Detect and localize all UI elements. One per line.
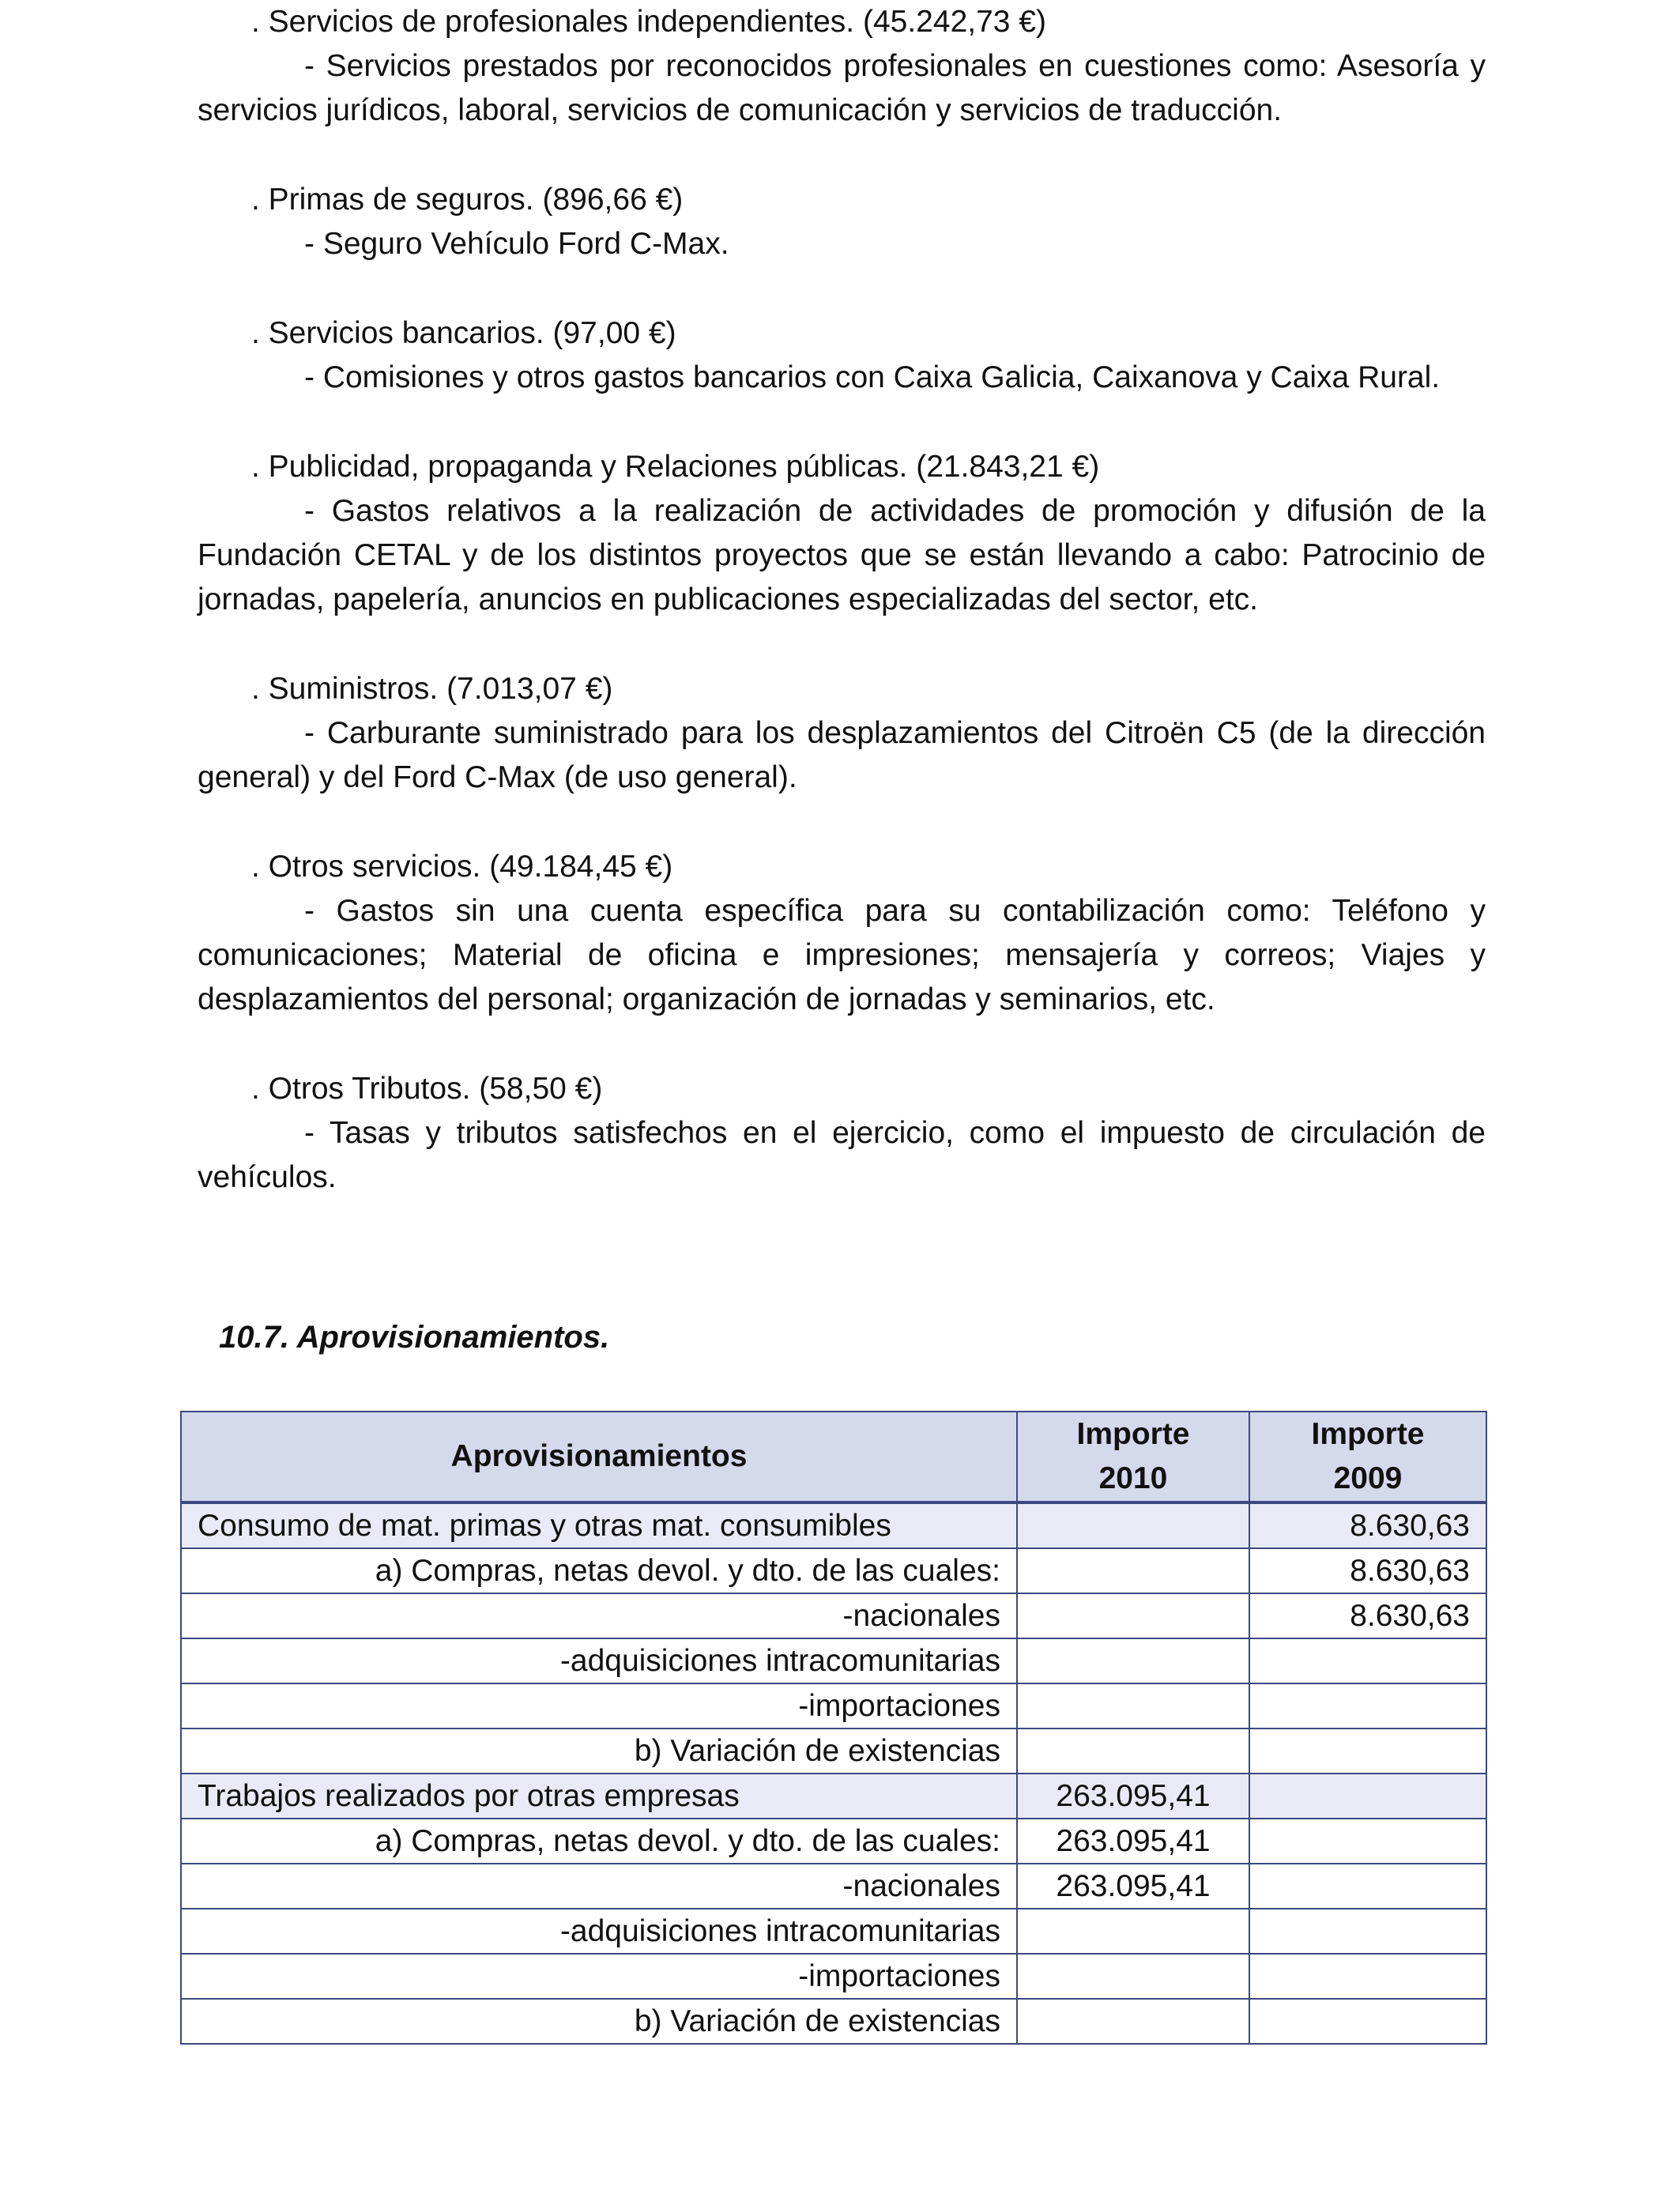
- cell-2010: [1017, 1728, 1249, 1774]
- item-insurance: [198, 178, 1486, 266]
- item-title: . Servicios bancarios. (97,00 €): [251, 316, 676, 350]
- item-description: - Gastos sin una cuenta específica para su contabilización como: Teléfono y comunicaciones; Material de oficina e impresiones; mensajería y correos; Viajes y desplazamientos del personal; organización de jornadas y seminarios, etc.: [198, 894, 1486, 1016]
- header-amount-label: Importe: [1076, 1417, 1190, 1451]
- table-row: [181, 1774, 1486, 1819]
- table-row: [181, 1864, 1486, 1909]
- item-title: . Publicidad, propaganda y Relaciones públicas. (21.843,21 €): [251, 450, 1100, 484]
- item-title: . Primas de seguros. (896,66 €): [251, 183, 684, 217]
- item-description: - Tasas y tributos satisfechos en el ejercicio, como el impuesto de circulación de vehículos.: [198, 1116, 1486, 1194]
- cell-2009: [1249, 1728, 1486, 1774]
- cell-2009: [1249, 1864, 1486, 1909]
- item-supplies: [198, 667, 1486, 800]
- row-label: -adquisiciones intracomunitarias: [181, 1909, 1017, 1954]
- table-row: [181, 1909, 1486, 1954]
- header-year: 2010: [1098, 1461, 1168, 1495]
- item-description: - Carburante suministrado para los desplazamientos del Citroën C5 (de la dirección general) y del Ford C-Max (de uso general).: [198, 716, 1486, 794]
- section-title: 10.7. Aprovisionamientos.: [219, 1320, 610, 1355]
- item-description: - Comisiones y otros gastos bancarios con Caixa Galicia, Caixanova y Caixa Rural.: [304, 360, 1441, 394]
- cell-2010: [1017, 1909, 1249, 1954]
- header-amount-2009: [1249, 1412, 1486, 1502]
- cell-2010: [1017, 1638, 1249, 1683]
- item-other-taxes: [198, 1067, 1486, 1200]
- cell-2010: [1017, 1548, 1249, 1593]
- table-row: [181, 1502, 1486, 1548]
- table-row: [181, 1593, 1486, 1638]
- cell-2010: 263.095,41: [1017, 1774, 1249, 1819]
- row-label: -importaciones: [181, 1954, 1017, 1999]
- cell-2010: [1017, 1683, 1249, 1728]
- cell-2009: [1249, 1683, 1486, 1728]
- cell-2009: [1249, 1999, 1486, 2044]
- cell-2010: [1017, 1999, 1249, 2044]
- expense-notes: [198, 0, 1486, 1200]
- item-description: - Servicios prestados por reconocidos profesionales en cuestiones como: Asesoría y servicios jurídicos, laboral, servicios de comunicación y servicios de traducción.: [198, 49, 1486, 127]
- cell-2009: [1249, 1819, 1486, 1864]
- cell-2010: [1017, 1502, 1249, 1548]
- cell-2009: [1249, 1954, 1486, 1999]
- row-label: b) Variación de existencias: [181, 1999, 1017, 2044]
- row-label: -nacionales: [181, 1593, 1017, 1638]
- cell-2009: 8.630,63: [1249, 1548, 1486, 1593]
- row-label: a) Compras, netas devol. y dto. de las cuales:: [181, 1819, 1017, 1864]
- cell-2010: [1017, 1593, 1249, 1638]
- item-description: - Gastos relativos a la realización de actividades de promoción y difusión de la Fundación CETAL y de los distintos proyectos que se están llevando a cabo: Patrocinio de jornadas, papelería, anuncios en publicaciones especializadas del sector, etc.: [198, 494, 1486, 616]
- table-header-row: [181, 1412, 1486, 1502]
- row-label: Consumo de mat. primas y otras mat. consumibles: [181, 1502, 1017, 1548]
- item-banking: [198, 311, 1486, 400]
- cell-2010: [1017, 1954, 1249, 1999]
- row-label: a) Compras, netas devol. y dto. de las cuales:: [181, 1548, 1017, 1593]
- cell-2009: [1249, 1774, 1486, 1819]
- item-title: . Otros Tributos. (58,50 €): [251, 1072, 603, 1106]
- row-label: -adquisiciones intracomunitarias: [181, 1638, 1017, 1683]
- table-row: [181, 1548, 1486, 1593]
- header-amount-2010: [1017, 1412, 1249, 1502]
- row-label: Trabajos realizados por otras empresas: [181, 1774, 1017, 1819]
- cell-2010: 263.095,41: [1017, 1864, 1249, 1909]
- header-year: 2009: [1333, 1461, 1403, 1495]
- item-advertising: [198, 445, 1486, 622]
- item-other-services: [198, 845, 1486, 1022]
- item-description: - Seguro Vehículo Ford C-Max.: [304, 227, 729, 261]
- table-row: [181, 1728, 1486, 1774]
- table-row: [181, 1954, 1486, 1999]
- aprovisionamientos-table: [180, 1411, 1487, 2045]
- cell-2010: 263.095,41: [1017, 1819, 1249, 1864]
- cell-2009: 8.630,63: [1249, 1502, 1486, 1548]
- item-title: . Servicios de profesionales independientes. (45.242,73 €): [251, 5, 1046, 39]
- header-concept: Aprovisionamientos: [181, 1412, 1017, 1502]
- table-row: [181, 1999, 1486, 2044]
- header-amount-label: Importe: [1311, 1417, 1425, 1451]
- item-title: . Suministros. (7.013,07 €): [251, 672, 613, 706]
- row-label: b) Variación de existencias: [181, 1728, 1017, 1774]
- cell-2009: 8.630,63: [1249, 1593, 1486, 1638]
- item-title: . Otros servicios. (49.184,45 €): [251, 850, 673, 884]
- row-label: -nacionales: [181, 1864, 1017, 1909]
- row-label: -importaciones: [181, 1683, 1017, 1728]
- cell-2009: [1249, 1909, 1486, 1954]
- item-independent-professionals: [198, 0, 1486, 133]
- table-row: [181, 1683, 1486, 1728]
- table-row: [181, 1638, 1486, 1683]
- table-row: [181, 1819, 1486, 1864]
- cell-2009: [1249, 1638, 1486, 1683]
